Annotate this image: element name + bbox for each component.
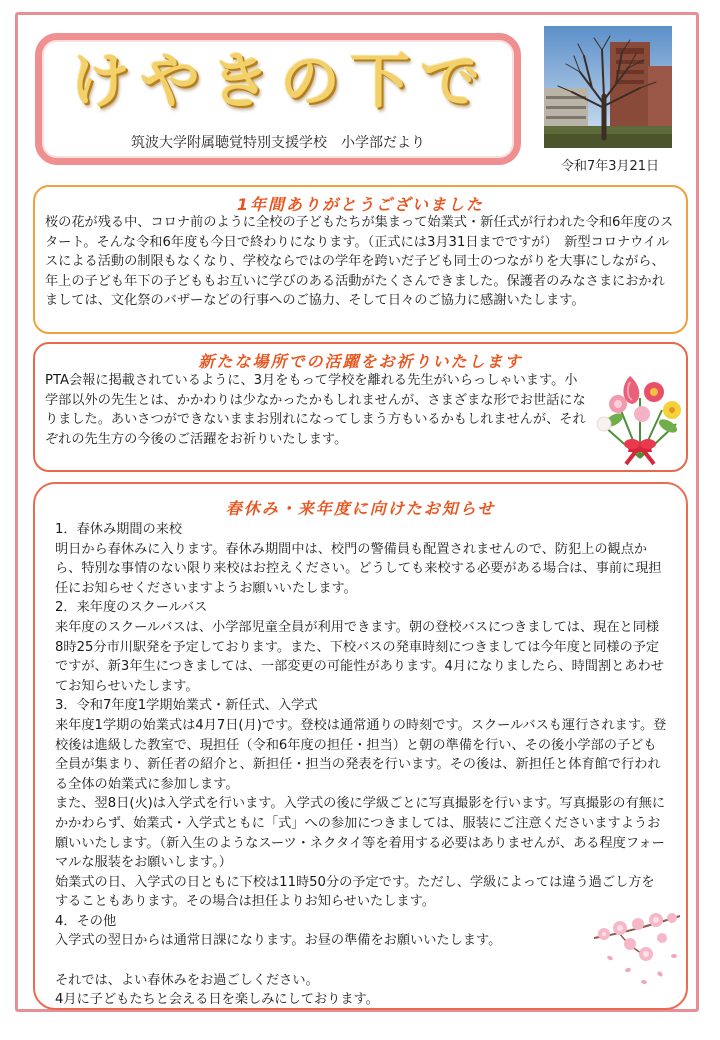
notice-heading: 4．その他 [55,913,117,929]
notice-paragraph: 入学式の翌日からは通常日課になります。お昼の準備をお願いいたします。 [55,933,502,949]
blank-line [55,951,667,971]
notice-paragraph: 始業式の日、入学式の日ともに下校は11時50分の予定です。ただし、学級によっては違う過ごし方をすることもあります。その場合は担任よりお知らせいたします。 [55,874,655,910]
notice-paragraph: 来年度のスクールバスは、小学部児童全員が利用できます。朝の登校バスにつきましては、現在と同様8時25分市川駅発を予定しております。また、下校バスの発車時刻につきましては今年度と同様の予定ですが、新3年生につきましては、一部変更の可能性があります。4月になりましたら、時間割とあわせてお知らせいたします。 [55,619,664,694]
issue-date: 令和7年3月21日 [560,159,660,174]
keyaki-tree-photo [544,26,672,148]
notice-paragraph: 明日から春休みに入ります。春休み期間中は、校門の警備員も配置されませんので、防犯上の観点から、特別な事情のない限り来校はお控えください。どうしても来校する必要がある場合は、事前に現担任にお知らせくださいますようお願いいたします。 [55,541,662,596]
notice-paragraph: また、翌8日(火)は入学式を行います。入学式の後に学級ごとに写真撮影を行います。写真撮影の有無にかかわらず、始業式・入学式ともに「式」への参加につきましては、服装にご注意くださいますようお願いいたします。（新入生のようなスーツ・ネクタイ等を着用する必要はありませんが、ある程度フォーマルな服装をお願いします。） [55,796,666,871]
section-notices-title: 春休み・来年度に向けたお知らせ [225,499,496,518]
school-name: 筑波大学附属聴覚特別支援学校 小学部だより [131,135,425,151]
section-thanks [33,185,688,334]
notice-heading: 3．令和7年度1学期始業式・新任式、入学式 [55,698,318,714]
cherry-blossom-icon [590,908,684,988]
masthead [35,33,521,165]
section-farewell-body: PTA会報に掲載されているように、3月をもって学校を離れる先生がいらっしゃいます。小学部以外の先生とは、かかわりは少なかったかもしれませんが、さまざまな形でお世話になりました。あいさつができないままお別れになってしまう方もいるかもしれませんが、それぞれの先生方の今後のご活躍をお祈りいたします。 [45,373,586,447]
closing-line: それでは、よい春休みをお過ごしください。 [55,972,319,988]
flower-bouquet-icon [590,368,690,466]
notice-heading: 1．春休み期間の来校 [55,522,183,537]
section-thanks-body: 桜の花が残る中、コロナ前のように全校の子どもたちが集まって始業式・新任式が行われた令和6年度のスタート。そんな令和6年度も今日で終わりになります。（正式には3月31日までですが） 新型コロナウイルスによる活動の制限もなくなり、学校ならではの学年を跨いだ子ども同士のつながりを大事にしながら、年上の子ども年下の子どももお互いに学びのある活動がたくさんできました。保護者のみなさまにおかれましては、文化祭のバザーなどの行事へのご協力、そして日々のご協力に感謝いたします。 [45,215,674,309]
notice-heading: 2．来年度のスクールバス [55,600,208,616]
closing-line: 4月に子どもたちと会える日を楽しみにしております。 [55,992,379,1008]
page-title: けやきの下で [70,47,490,117]
section-thanks-title: 1年間ありがとうございました [236,195,485,214]
section-farewell-title: 新たな場所での活躍をお祈りいたします [198,352,523,371]
notice-paragraph: 来年度1学期の始業式は4月7日(月)です。登校は通常通りの時刻です。スクールバスも運行されます。登校後は進級した教室で、現担任（令和6年度の担任・担当）と朝の準備を行い、その後小学部の子ども全員が集まり、新任者の紹介と、新担任・担当の発表を行います。その後は、新担任と体育館で行われる全体の始業式に参加します。 [55,717,667,792]
section-notices-body [55,520,667,1010]
